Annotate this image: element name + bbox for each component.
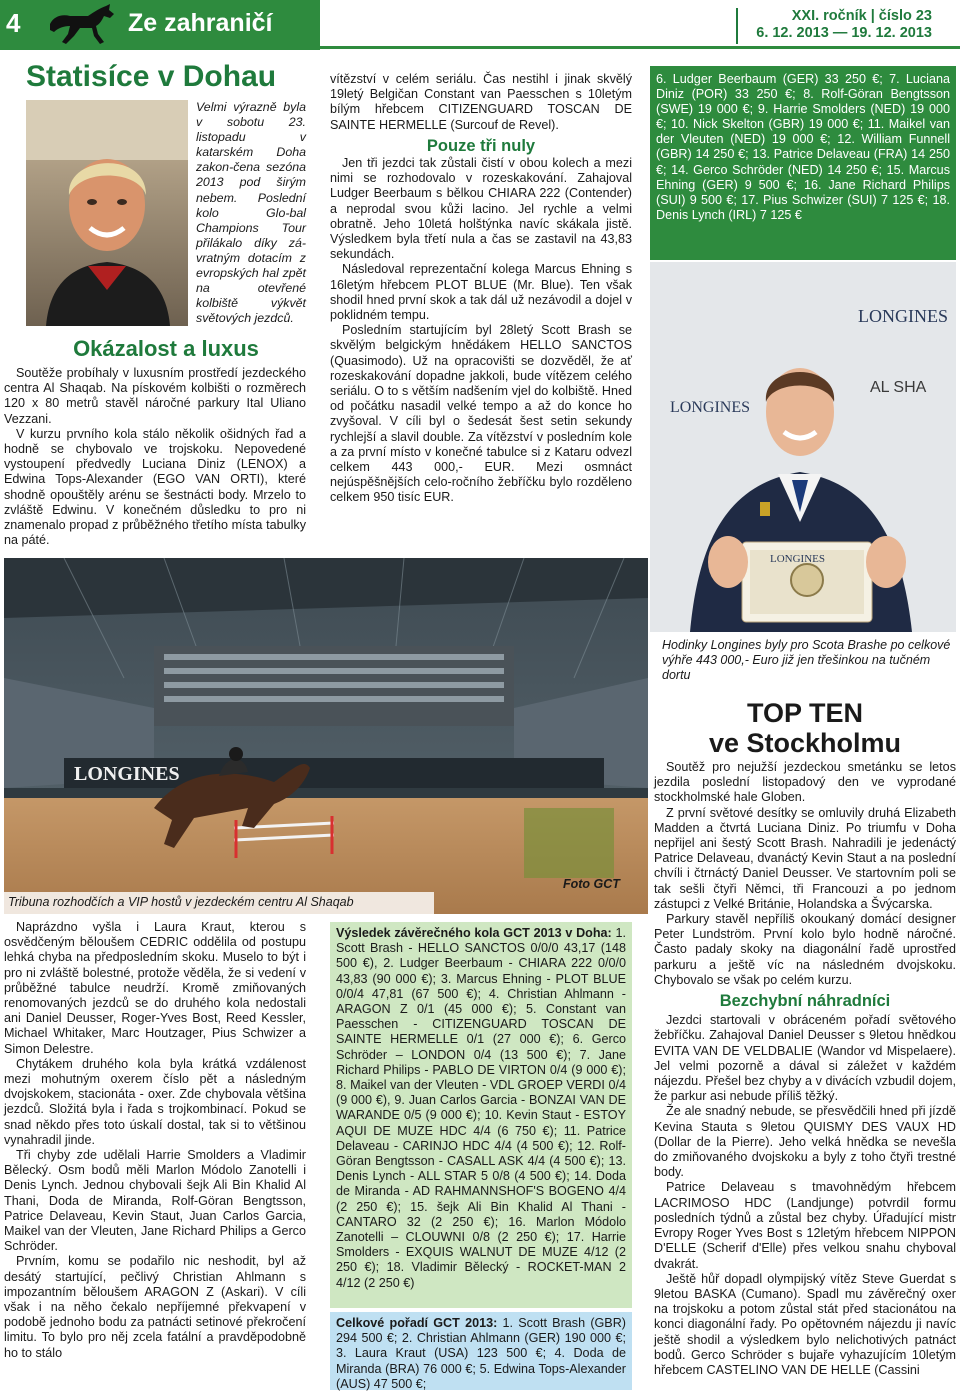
article2-title (654, 698, 956, 758)
article-body-col1 (4, 366, 306, 548)
overall-heading: Celkové pořadí GCT 2013: (336, 1316, 498, 1330)
body-paragraph: Chytákem druhého kola byla krátká vzdálenost mezi mohutným oxerem číslo pět a následným dvojskokem, stacionáta - oxer. Zde chybovala většina jezdců. Složitá byla i řada s trojkombinací. Pokud se snad někdo přes toto úskalí dostal, tak si to většinou vynahradil jinde. (4, 1056, 306, 1147)
portrait-photo (26, 100, 188, 326)
article-subtitle: Okázalost a luxus (73, 336, 259, 361)
al-shaqab-text: AL SHA (870, 379, 927, 396)
issue-dates: 6. 12. 2013 — 19. 12. 2013 (756, 25, 932, 41)
longines-sponsor-text: LONGINES (858, 306, 948, 326)
issue-info (756, 8, 932, 42)
body-paragraph: Jezdci startovali v obráceném pořadí světového žebříčku. Zahajoval Daniel Deusser s 9letou hnědkou EVITA VAN DE VELDBALIE (Wandor vd Mispelaere). Jel velmi pozorně a dával si záležet v každém nájezdu. Přešel bez chyby a v divácích vzbudil dojem, že parkur asi nebude příliš těžký. (654, 1013, 956, 1104)
ranking-text: 6. Ludger Beerbaum (GER) 33 250 €; 7. Luciana Diniz (POR) 33 250 €; 8. Rolf-Göran Bengtsson (SWE) 19 000 €; 9. Harrie Smolders (NED) 19 000 €; 10. Nick Skelton (GBR) 19 000 €; 11. Maikel van der Vleuten (NED) 19 000 €; 12. William Funnell (GBR) 14 250 €; 13. Patrice Delaveau (FRA) 14 250 €; 14. Gerco Schröder (NED) 14 250 €; 15. Marcus Ehning (GER) 9 500 €; 16. Jane Richard Philips (SUI) 9 500 €; 17. Pius Schwizer (SUI) 7 125 €; 18. Denis Lynch (IRL) 7 125 € (656, 72, 950, 222)
arena-photo-caption (4, 892, 434, 914)
body-paragraph: vítězství v celém seriálu. Čas nestihl i jinak skvělý 19letý Belgičan Constant van Paesschen s 10letým bílým hřebcem CITIZENGUARD TOSCAN DE SAINTE HERMELLE (Surcouf de Revel). (330, 72, 632, 132)
body-paragraph: Že ale snadný nebude, se přesvědčili hned při jízdě Kevina Stauta s 9letou QUISMY DES VAUX HD (Dollar de la Pierre). Jeho velká hnědka se nevešla do zmiňovaného dvojskoku a byly z toho čtyři trestné body. (654, 1104, 956, 1180)
body-paragraph: Tři chyby zde udělali Harrie Smolders a Vladimir Bělecký. Osm bodů měli Marlon Módolo Zanotelli i Denis Lynch. Jednou chybovali šejk Ali Bin Khalid Al Thani, Doda de Miranda, Rolf-Göran Bengtsson, Patrice Delaveau, Kevin Staut, Juan Carlos Garcia, Maikel van der Vleuten, Jane Richard Philips a Gerco Schröder. (4, 1148, 306, 1254)
body-paragraph: Naprázdno vyšla i Laura Kraut, kterou s osvědčeným běloušem CEDRIC oddělila od postupu lehká chyba na předposledním skoku. Muselo to být i pro ni zvláště bolestné, protože věděla, že si vedení v průběžné tabulce neudrží. Kromě zmiňovaných renomovaných jezdců se do druhého kola nedostali ani Daniel Deusser, Roger-Yves Bost, Reed Kessler, Michael Whitaker, Marc Houtzager, Pius Schwizer a Simon Delestre. (4, 920, 306, 1056)
results-box (330, 922, 632, 1308)
overall-list: 1. Scott Brash (GBR) 294 500 €; 2. Christian Ahlmann (GER) 190 000 €; 3. Laura Kraut (USA) 123 500 €; 4. Doda de Miranda (BRA) 76 000 €; 5. Edwina Tops-Alexander (AUS) 47 500 €; (336, 1316, 626, 1391)
winner-photo-caption: Hodinky Longines byly pro Scota Brashe po celkové výhře 443 000,- Euro již jen třešinkou na tučném dortu (662, 638, 951, 682)
body-paragraph: Jen tři jezdci tak zůstali čistí v obou kolech a mezi nimi se rozhodovalo v rozeskakování. Zahajoval Ludger Beerbaum s bělkou CHIARA 222 (Contender) a neprodal svou kůži lacino. Jel rychle a velmi obratně. Jeho 10letá holštýnka navíc skákala jistě. Výsledkem byla třetí nula a čas se zastavil na 43,83 sekundách. (330, 156, 632, 262)
arena-caption-text: Tribuna rozhodčích a VIP hostů v jezdeckém centru Al Shaqab (8, 895, 354, 909)
arena-banner-text: LONGINES (74, 763, 180, 785)
issue-divider (736, 8, 738, 44)
overall-standings-box (330, 1312, 632, 1390)
body-paragraph: Patrice Delaveau s tmavohnědým hřebcem LACRIMOSO HDC (Landjunge) potvrdil formu posledních týdnů a zůstal bez chyby. Úřadující mistr Evropy Roger Yves Bost s 12letým hřebcem NIPPON D'ELLE (Scherif d'Elle) přes velkou snahu chyboval dvakrát. (654, 1180, 956, 1271)
page-number: 4 (6, 8, 21, 38)
body-paragraph: Prvním, komu se podařilo nic neshodit, byl až desátý startující, pečlivý Christian Ahlmann s impozantním běloušem ARAGON Z (Askari). V cíli však i na něho čekalo nepříjemné překvapení v podobě jednoho bodu za patnácti setinové překročení limitu. To bylo pro něj zcela fatální a pravděpodobně ho to stálo (4, 1254, 306, 1360)
article-body-col2 (330, 72, 632, 506)
overall-text (336, 1316, 626, 1392)
body-paragraph: Ještě hůř dopadl olympijský vítěz Steve Guerdat s 9letou BASKA (Cumano). Spadl mu závěrečný oxer na trojskoku a potom zůstal stát před stacionátou na konci diagonální řady. Po opětovném nájezdu ji navíc ještě shodil a výsledkem bylo nelichotivých patnáct bodů. Gerco Schröder s bujaře vyhazujícím 10letým hřebcem CASTELINO VAN DE HELLE (Cassini (654, 1271, 956, 1377)
page-header (0, 0, 960, 50)
ranking-box (650, 66, 956, 260)
section-title: Ze zahraničí (128, 9, 273, 37)
intro-text: Velmi výrazně byla v sobotu 23. listopadu v katarském Doha zakon-čena sezóna 2013 pod širým nebem. Poslední kolo Glo-bal Champions Tour přilákalo díky zá-vratným dotacím z evropských hal zpět na otevřené kolbiště výkvět světových jezdců. (196, 100, 306, 326)
body-paragraph: Soutěže probíhaly v luxusním prostředí jezdeckého centra Al Shaqab. Na pískovém kolbišti o rozměrech 120 x 80 metrů stavěl náročné parkury Ital Uliano Vezzani. (4, 366, 306, 426)
body-paragraph: Posledním startujícím byl 28letý Scott Brash se skvělým belgickým hnědákem HELLO SANCTOS (Quasimodo). Už na opracovišti se dozvěděl, že ať rozeskakování dopadne jakkoli, bude vítězem celého seriálu. O to s větším nadšením vjel do kolbiště. Hned od počátku nasadil velké tempo a až do konce ho zvyšoval. V cíli byl o šedesát šest setin sekundy rychlejší a slavil double. Za vítězství v posledním kole a za první místo v konečné tabulce si z Kataru odvezl celkem 443 000,- EUR. Mezi osmnáct nejúspěšnějších celo-ročního žebříčku bylo rozděleno celkem 950 tisíc EUR. (330, 323, 632, 505)
header-rule (320, 46, 960, 49)
section-subhead: Pouze tři nuly (426, 136, 536, 155)
results-text (336, 926, 626, 1291)
body-paragraph: Parkury stavěl nepříliš okoukaný domácí designer Peter Lundström. První kolo bylo hodně náročné. Často padaly skoky na diagonální řadě uprostřed parkuru a ještě víc na následném dvojskoku. Chybovalo se však po celém kurzu. (654, 912, 956, 987)
body-paragraph: Z první světové desítky se omluvily druhá Elizabeth Madden a čtvrtá Luciana Diniz. Po triumfu v Doha nepřijel ani šestý Scott Brash. Nahradili je jedenáctý Patrice Delaveau, dvanáctý Kevin Staut a na poslední chvíli i čtrnáctý Daniel Deusser. Ve startovním poli se tak sešli čtyři Němci, tři Francouzi a po jednom zástupci z Velké Británie, Holandska a Švýcarska. (654, 805, 956, 911)
body-paragraph: V kurzu prvního kola stálo několik ošidných řad a hodně se chybovalo ve trojskoku. Nepovedené vystoupení předvedly Luciana Diniz (LENOX) a Edwina Tops-Alexander (EGO VAN ORTI), které shodně opouštěly arénu se šestnácti body. Mrzelo to zvláště Edwinu. V konečném důsledku to pro ni znamenalo propad z průběžného třetího místa tabulky na páté. (4, 426, 306, 548)
horse-logo-icon (44, 2, 120, 48)
results-list: 1. Scott Brash - HELLO SANCTOS 0/0/0 43,17 (148 500 €), 2. Ludger Beerbaum - CHIARA 222 0/0/0 43,83 (90 000 €); 3. Marcus Ehning - PLOT BLUE 0/0/4 47,81 (67 500 €); 4. Christian Ahlmann - ARAGON Z 0/1 (45 000 €); 5. Constant van Paesschen - CITIZENGUARD TOSCAN DE SAINTE HERMELLE 0/1 (27 000 €); 6. Gerco Schröder – LONDON 0/4 (13 500 €); 7. Jane Richard Philips - PABLO DE VIRTON 0/4 (9 000 €); 8. Maikel van der Vleuten - VDL GROEP VERDI 0/4 (9 000 €), 9. Juan Carlos Garcia - BONZAI VAN DE WARANDE 0/5 (9 000 €); 10. Kevin Staut - ESTOY AQUI DE MUZE HDC 4/4 (6 750 €); 11. Patrice Delaveau - CARINJO HDC 4/4 (4 500 €); 12. Rolf-Göran Bengtsson - CASALL ASK 4/4 (4 500 €); 13. Denis Lynch - ALL STAR 5 0/8 (4 500 €); 14. Doda de Miranda - AD RAHMANNSHOF'S BOGENO 4/4 (2 250 €); 15. šejk Ali Bin Khalid Al Thani - CANTARO 32 (2 250 €); 16. Marlon Módolo Zanotelli – CLOUWNI 0/8 (2 250 €); 17. Harrie Smolders - EXQUIS WALNUT DE MUZE 4/12 (2 250 €); 18. Vladimir Bělecký - ROCKET-MAN 2 4/12 (2 250 €) (336, 926, 627, 1290)
results-heading: Výsledek závěrečného kola GCT 2013 v Doha: (336, 926, 612, 940)
article2-subhead: Bezchybní náhradníci (719, 992, 891, 1011)
longines-sponsor-text: LONGINES (670, 399, 750, 416)
body-paragraph: Následoval reprezentační kolega Marcus Ehning s 16letým hřebcem PLOT BLUE (Mr. Blue). Ten však shodil hned první skok a tak dál už nezávodil a dojel v poklidném tempu. (330, 262, 632, 323)
body-paragraph: Soutěž pro nejužší jezdeckou smetánku se letos jezdila poslední listopadový den ve vyprodané stockholmské hale Globen. (654, 760, 956, 805)
arena-photo (4, 558, 648, 914)
box-brand-text: LONGINES (770, 553, 825, 565)
article2-title-line1: TOP TEN (746, 698, 864, 728)
article2-body (654, 760, 956, 1378)
article2-title-line2: ve Stockholmu (708, 728, 902, 758)
article-intro (196, 100, 306, 326)
arena-photo-credit: Foto GCT (563, 877, 620, 891)
winner-photo (650, 262, 956, 632)
article-body-col3 (4, 920, 306, 1361)
issue-number: XXI. ročník | číslo 23 (791, 8, 932, 24)
article-title: Statisíce v Dohau (26, 60, 277, 93)
